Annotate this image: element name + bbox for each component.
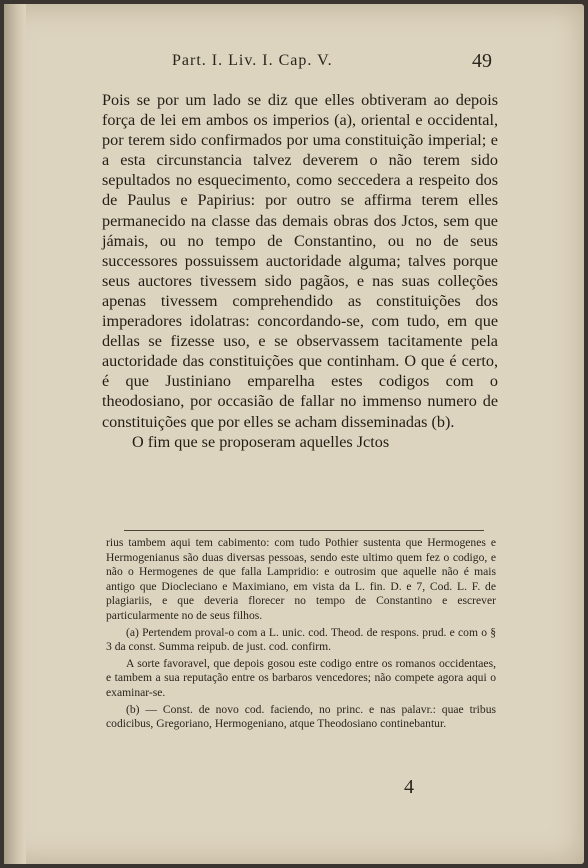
footnote-b: (b) — Const. de novo cod. faciendo, no princ. e nas palavr.: quae tribus codicibus, Gregoriano, Hermogeniano, atque Theodosiano continebantur. [106,702,496,731]
page-number: 49 [472,50,492,72]
body-paragraph-2: O fim que se proposeram aquelles Jctos [132,432,390,451]
running-header: Part. I. Liv. I. Cap. V. [172,52,333,69]
footnotes [106,536,496,734]
footnote-a: (a) Pertendem proval-o com a L. unic. cod. Theod. de respons. prud. e com o § 3 da const. Summa reipub. de just. cod. confirm. [106,625,496,654]
body-paragraph-1: Pois se por um lado se diz que elles obtiveram ao depois força de lei em ambos os imperios (a), oriental e occidental, por terem sido confirmados por uma constituição imperial; e a esta circunstancia talvez deverem o não terem sido sepultados no esquecimento, como seccedera a respeito dos de Paulus e Papirius: por outro se affirma terem elles permanecido na classe das demais obras dos Jctos, sem que jámais, ou no tempo de Constantino, ou no de seus successores possuissem auctoridade alguma; talves porque seus auctores tivessem sido pagãos, e nas suas colleções apenas tivessem comprehendido as constituições dos imperadores idolatras: concordando-se, com tudo, em que dellas se fizesse uso, e se observassem tacitamente pela auctoridade das constituições que continham. O que é certo, é que Justiniano emparelha estes codigos com o theodosiano, por occasião de fallar no immenso numero de constituições que por elles se acham disseminadas (b). [102,91,498,431]
signature-mark: 4 [404,776,414,798]
footnote-divider [124,530,484,531]
page-spine-shadow [4,4,26,864]
book-page [4,4,584,864]
footnote-remark: A sorte favoravel, que depois gosou este codigo entre os romanos occidentaes, e tambem a sua reputação entre os barbaros vencedores; não compete agora aqui o examinar-se. [106,656,496,699]
main-text [102,90,498,452]
footnote-continuation: rius tambem aqui tem cabimento: com tudo Pothier sustenta que Hermogenes e Hermogenianus são duas diversas pessoas, sendo este ultimo quem fez o codigo, e não o Hermogenes de que falla Lampridio: e outrosim que aquelle não é mais antigo que Diocleciano e Maximiano, em vista da L. fin. D. e 7, Cod. L. F. de plagiariis, e que deveria florecer no tempo de Constantino e escrever particularmente no de seus filhos. [106,536,496,622]
